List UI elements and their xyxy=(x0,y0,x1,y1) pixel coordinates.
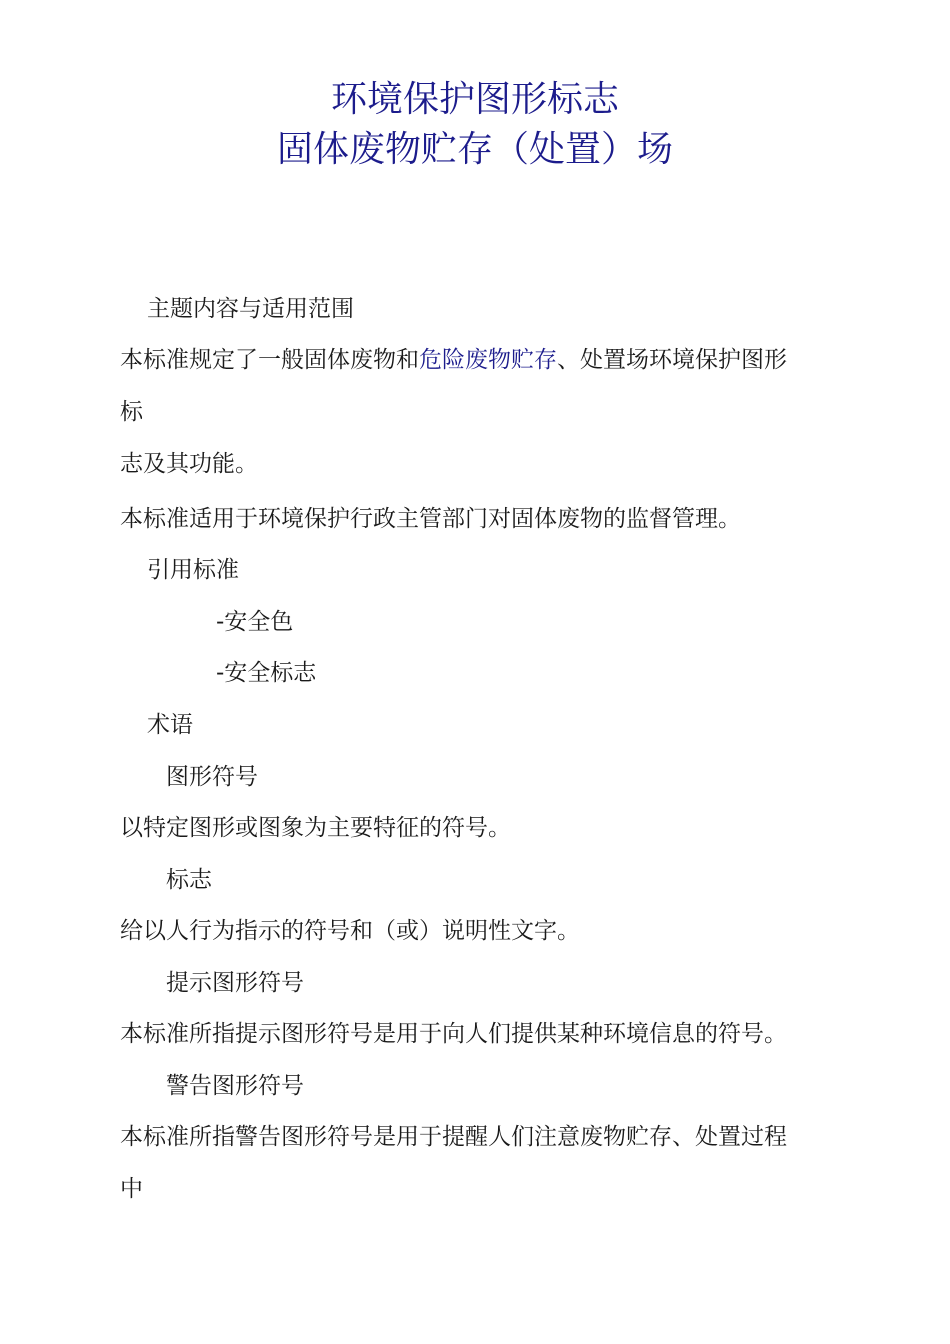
section-heading-references: 引用标准 xyxy=(147,557,239,583)
scope-paragraph-1-continuation: 志及其功能。 xyxy=(120,451,258,477)
reference-item-safety-colors: -安全色 xyxy=(216,609,294,635)
term-definition-warning-symbol-line1: 本标准所指警告图形符号是用于提醒人们注意废物贮存、处置过程 xyxy=(120,1124,787,1150)
scope-paragraph-1-wrap: 标 xyxy=(120,399,143,425)
term-heading-graphic-symbol: 图形符号 xyxy=(166,764,258,790)
term-definition-warning-symbol-line2: 中 xyxy=(120,1176,143,1202)
scope-paragraph-1-text-before: 本标准规定了一般固体废物和 xyxy=(120,347,419,373)
term-heading-sign: 标志 xyxy=(166,867,212,893)
document-title-line2: 固体废物贮存（处置）场 xyxy=(276,129,673,170)
scope-paragraph-1 xyxy=(120,345,787,375)
term-heading-warning-symbol: 警告图形符号 xyxy=(166,1073,304,1099)
scope-paragraph-1-text-after: 、处置场环境保护图形 xyxy=(557,347,787,373)
hazardous-waste-storage-link[interactable]: 危险废物贮存 xyxy=(419,347,557,373)
term-definition-prompt-symbol: 本标准所指提示图形符号是用于向人们提供某种环境信息的符号。 xyxy=(120,1021,787,1047)
section-heading-terms: 术语 xyxy=(147,712,193,738)
term-heading-prompt-symbol: 提示图形符号 xyxy=(166,970,304,996)
section-heading-scope: 主题内容与适用范围 xyxy=(147,296,354,322)
scope-paragraph-2: 本标准适用于环境保护行政主管部门对固体废物的监督管理。 xyxy=(120,506,741,532)
term-definition-graphic-symbol: 以特定图形或图象为主要特征的符号。 xyxy=(120,815,511,841)
document-title-line1: 环境保护图形标志 xyxy=(330,79,619,120)
reference-item-safety-signs: -安全标志 xyxy=(216,660,317,686)
term-definition-sign: 给以人行为指示的符号和（或）说明性文字。 xyxy=(120,918,580,944)
